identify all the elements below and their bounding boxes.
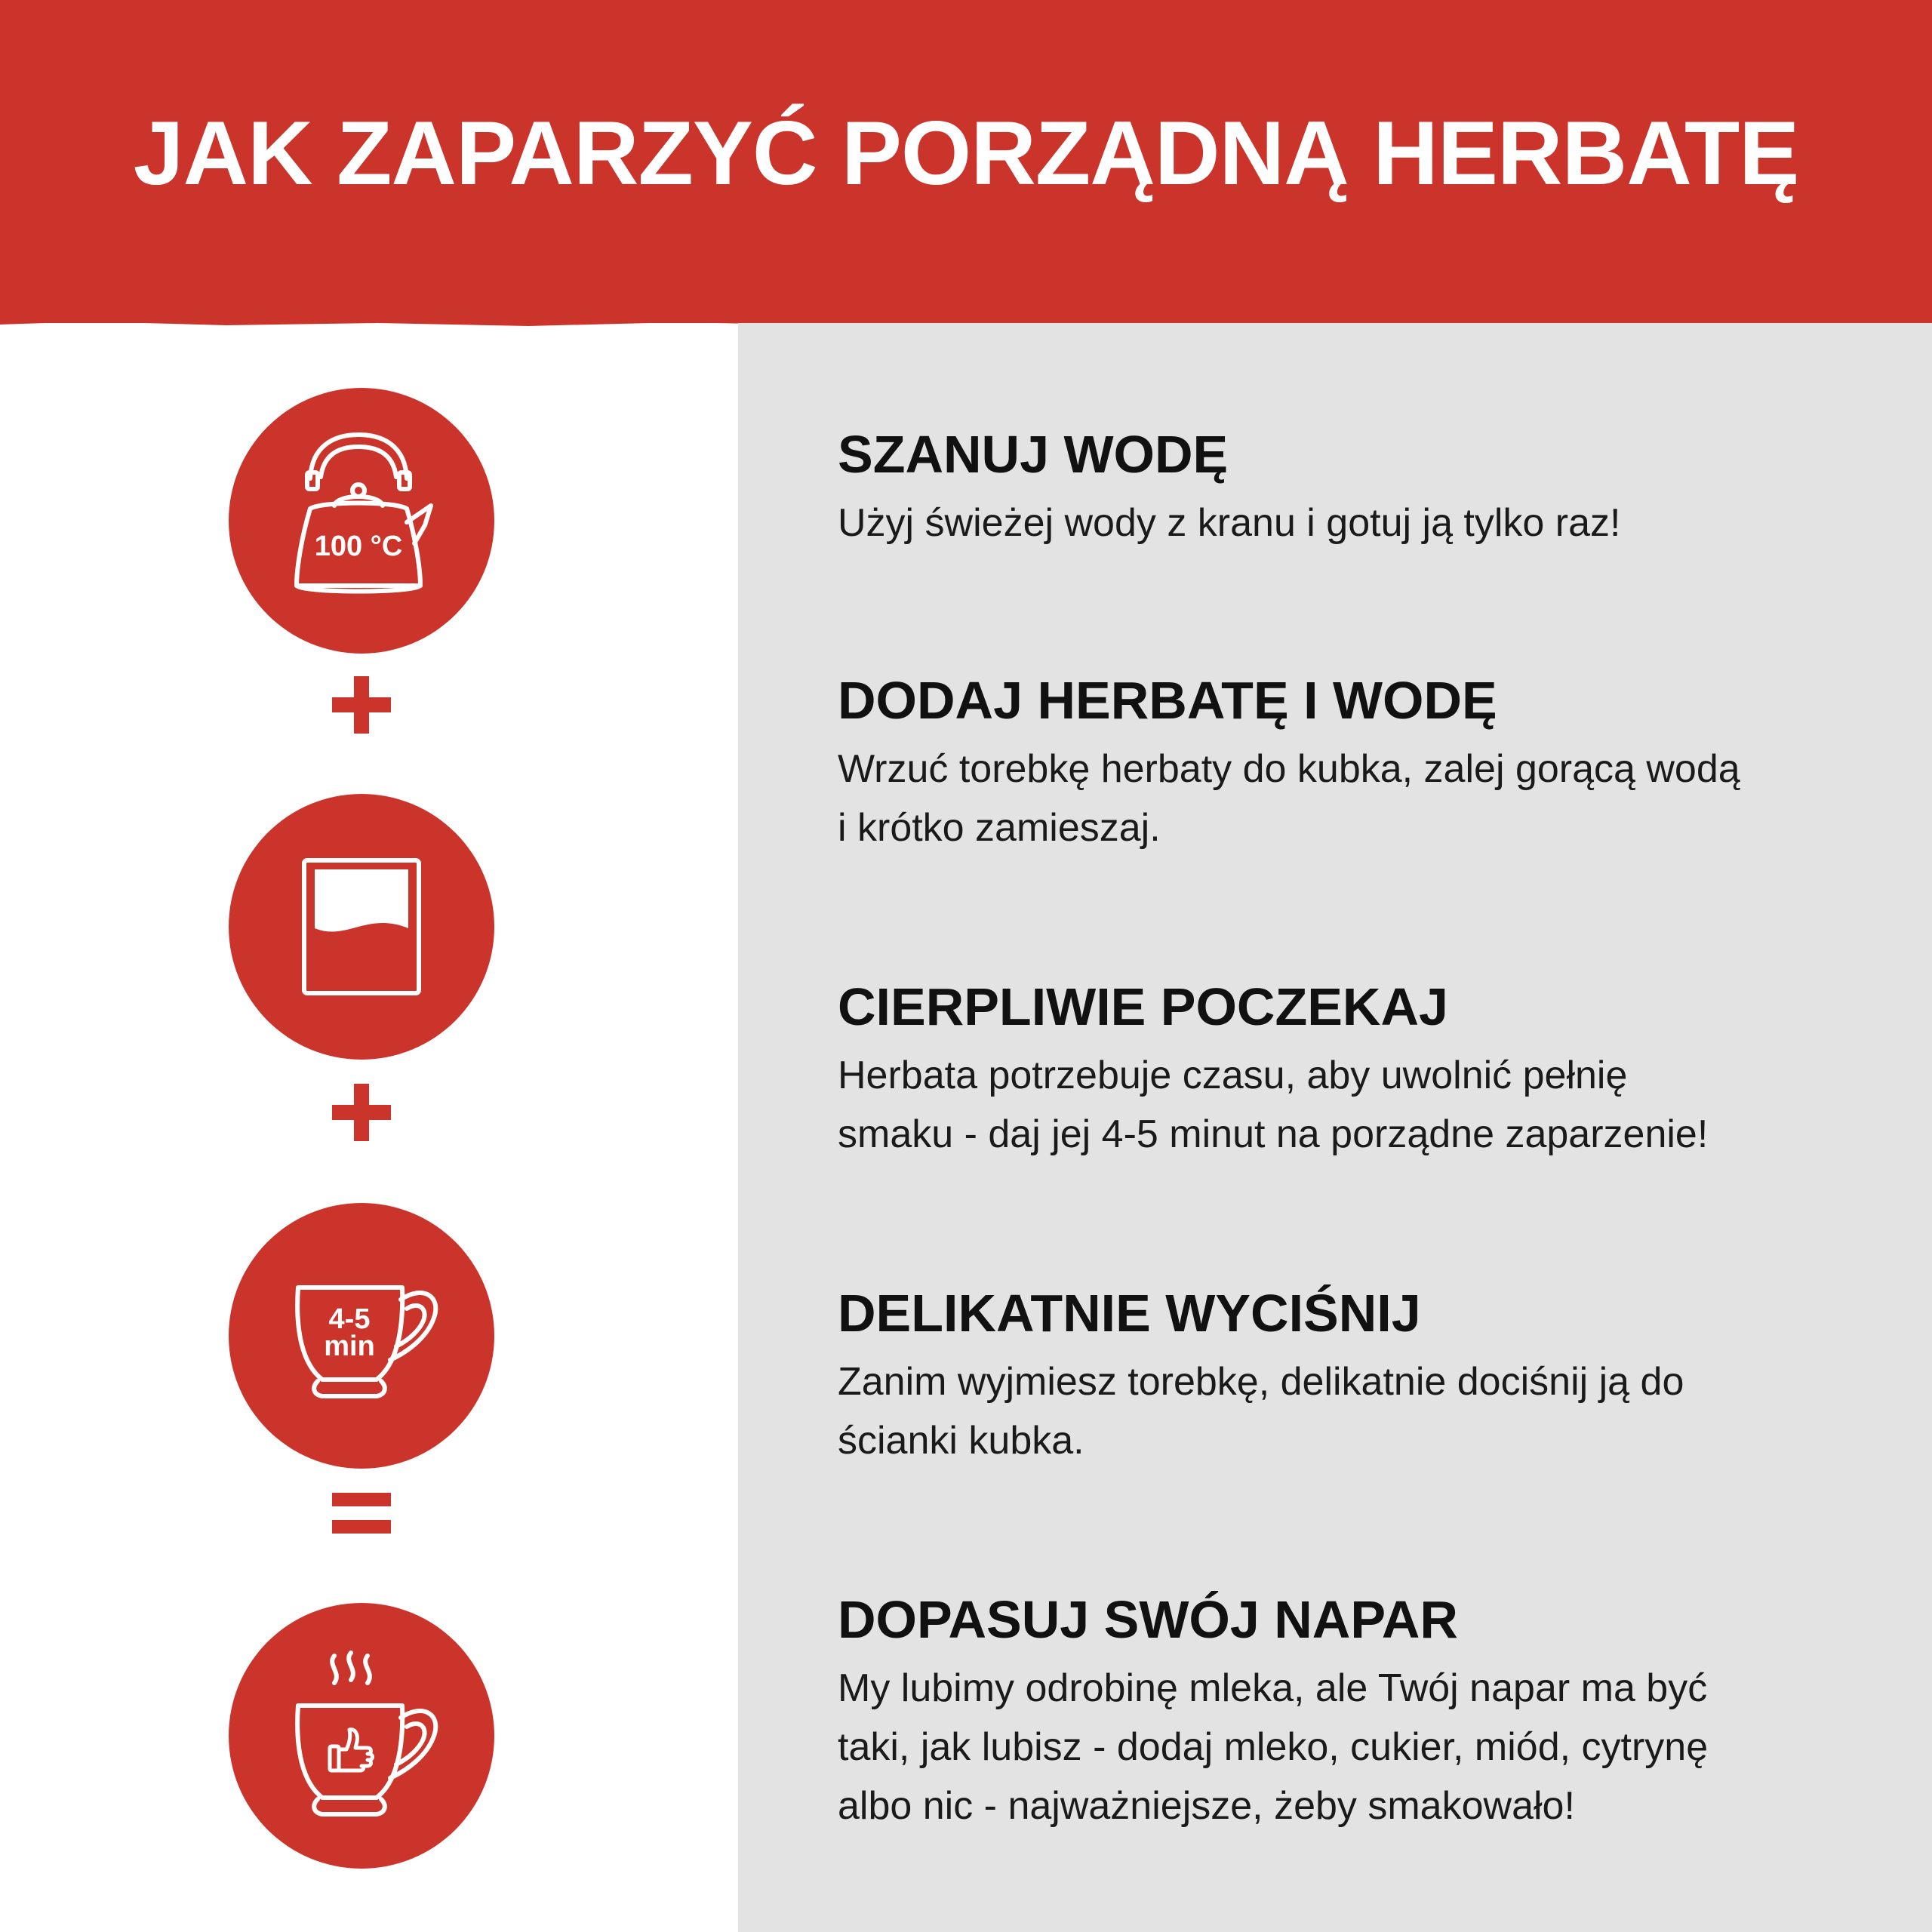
mug-timer-circle <box>229 1203 494 1469</box>
mug-timer-label-bottom: min <box>324 1331 375 1362</box>
step-line: My lubimy odrobinę mleka, ale Twój napar ma być <box>838 1666 1708 1710</box>
step-5 <box>838 1588 1894 1835</box>
step-1 <box>838 423 1894 552</box>
step-line: ścianki kubka. <box>838 1419 1084 1463</box>
page-title: JAK ZAPARZYĆ PORZĄDNĄ HERBATĘ <box>133 103 1799 204</box>
plus-icon <box>302 1076 421 1152</box>
step-title: SZANUJ WODĘ <box>838 425 1229 484</box>
step-title: DODAJ HERBATĘ I WODĘ <box>838 671 1497 730</box>
mug-timer-label-top: 4-5 <box>328 1303 371 1335</box>
kettle-circle <box>229 388 494 654</box>
step-2 <box>838 669 1894 857</box>
step-line: albo nic - najważniejsze, żeby smakowało! <box>838 1784 1575 1828</box>
equals-icon <box>302 1478 421 1553</box>
step-description <box>838 1659 1894 1835</box>
step-line: Użyj świeżej wody z kranu i gotuj ją tylko raz! <box>838 501 1621 545</box>
step-title: DELIKATNIE WYCIŚNIJ <box>838 1284 1421 1343</box>
steaming-mug-circle <box>229 1603 494 1869</box>
step-4 <box>838 1281 1894 1470</box>
step-description <box>838 740 1894 857</box>
step-description <box>838 494 1894 552</box>
step-description <box>838 1046 1894 1164</box>
step-title: CIERPLIWIE POCZEKAJ <box>838 977 1448 1036</box>
plus-icon <box>302 669 421 744</box>
kettle-icon <box>229 388 494 654</box>
step-line: Wrzuć torebkę herbaty do kubka, zalej gorącą wodą <box>838 747 1740 791</box>
steaming-mug-thumbs-up-icon <box>229 1603 494 1869</box>
step-line: Herbata potrzebuje czasu, aby uwolnić pełnię <box>838 1054 1628 1097</box>
step-3 <box>838 975 1894 1164</box>
step-line: smaku - daj jej 4-5 minut na porządne zaparzenie! <box>838 1112 1709 1156</box>
mug-timer-icon <box>229 1203 494 1469</box>
tea-bag-circle <box>229 794 494 1060</box>
step-line: taki, jak lubisz - dodaj mleko, cukier, miód, cytrynę <box>838 1725 1709 1769</box>
step-title: DOPASUJ SWÓJ NAPAR <box>838 1590 1458 1649</box>
step-description <box>838 1352 1894 1470</box>
tea-bag-glass-icon <box>229 794 494 1060</box>
kettle-temperature-label: 100 °C <box>314 531 403 562</box>
step-line: Zanim wyjmiesz torebkę, delikatnie dociśnij ją do <box>838 1360 1684 1404</box>
step-line: i krótko zamieszaj. <box>838 806 1161 850</box>
